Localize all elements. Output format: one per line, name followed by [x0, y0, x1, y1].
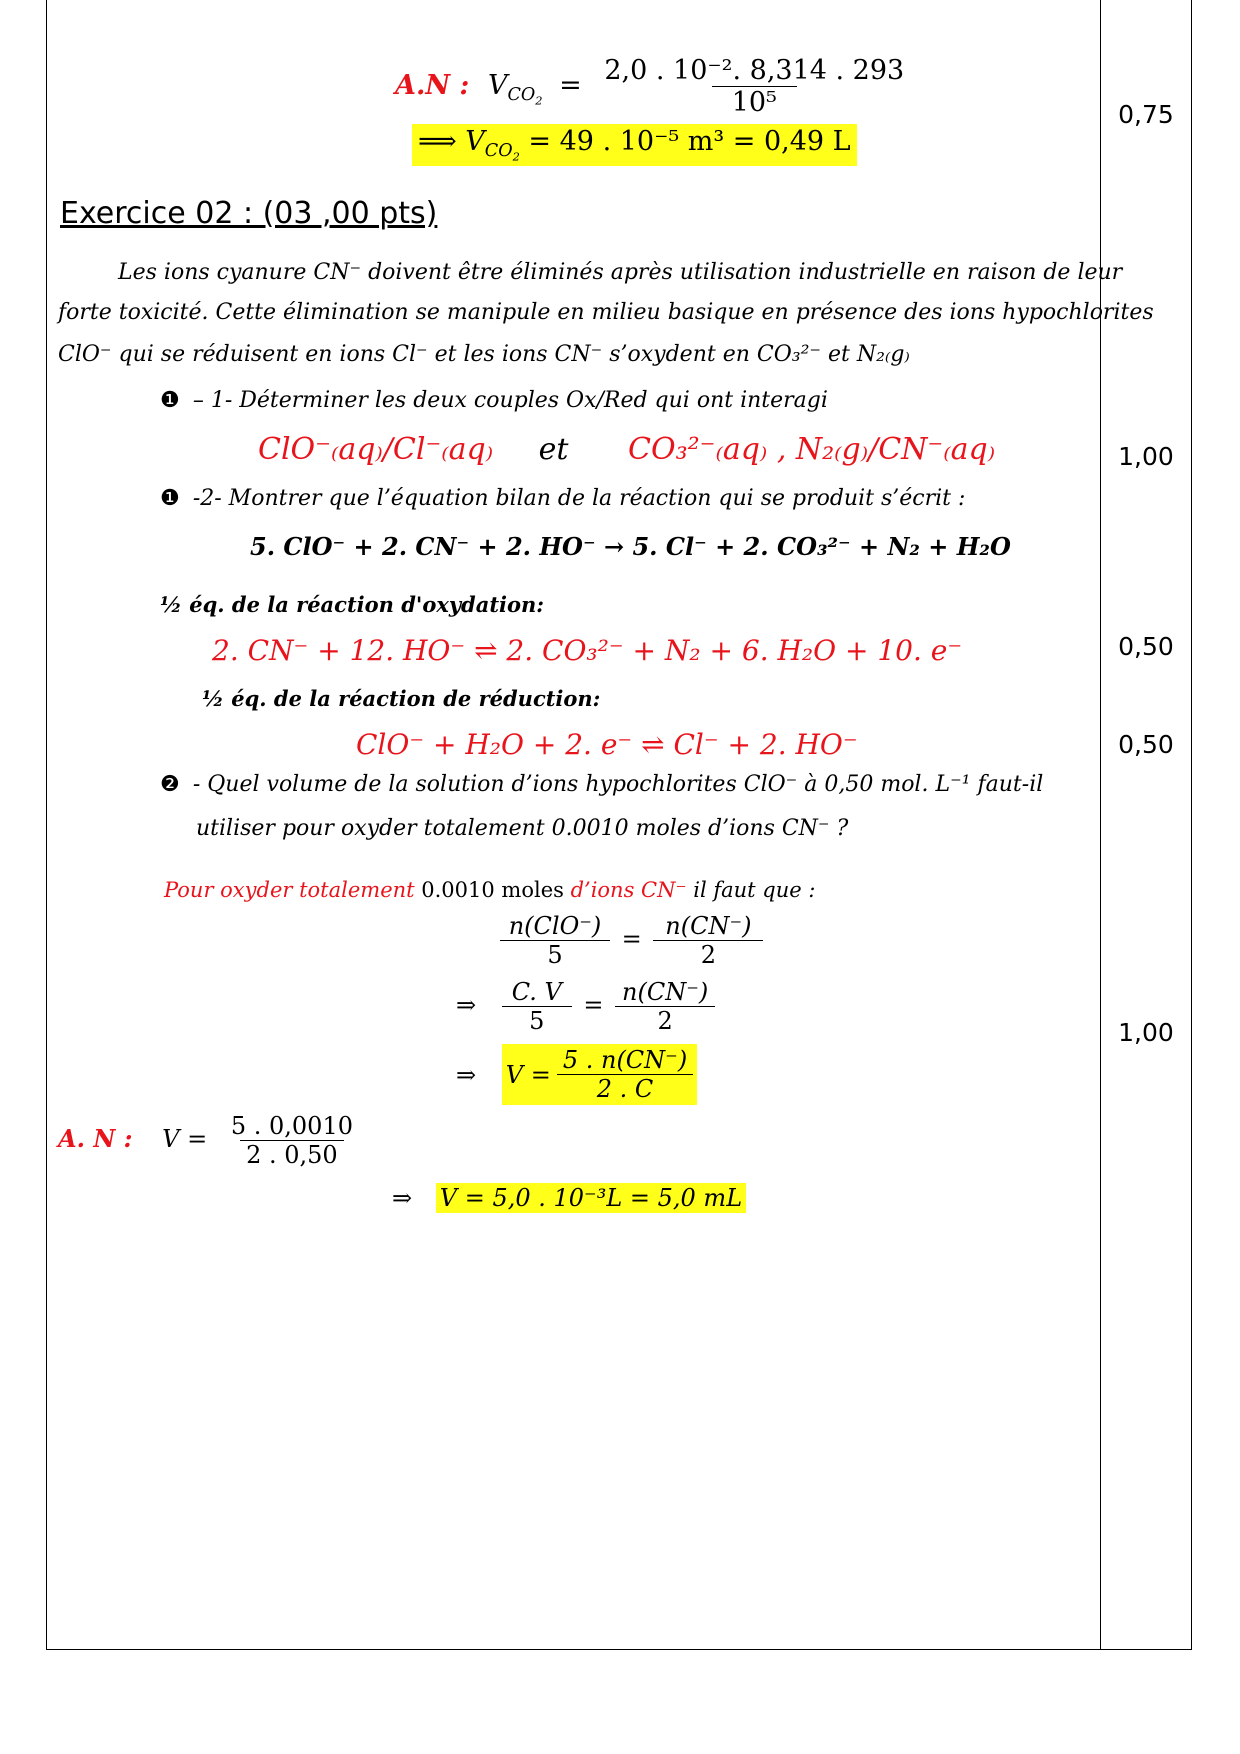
- eq1-n1: n(ClO⁻): [508, 912, 602, 940]
- vco2-sub: CO: [507, 85, 536, 106]
- score-half-ox: 0,50: [1118, 632, 1174, 661]
- eq3-highlight: [502, 1044, 697, 1105]
- vco2-result-lhs: ⟹ V: [418, 126, 485, 157]
- answer-intro: [164, 878, 815, 902]
- score-vco2: 0,75: [1118, 100, 1174, 129]
- half-ox-equation: 2. CN⁻ + 12. HO⁻ ⇌ 2. CO₃²⁻ + N₂ + 6. H₂O + 10. e⁻: [212, 634, 963, 667]
- eq3-num: 5 . n(CN⁻): [562, 1046, 688, 1074]
- eq1-equals: =: [621, 925, 642, 953]
- q1-answer-et: et: [538, 432, 569, 467]
- question-2: [160, 486, 965, 511]
- question-1: [160, 388, 828, 413]
- answer-intro-black: 0.0010 moles: [414, 878, 571, 902]
- half-red-label: ½ éq. de la réaction de réduction:: [202, 686, 601, 711]
- q1-answer-couple-2: CO₃²⁻₍aq₎ , N₂₍g₎/CN⁻₍aq₎: [628, 432, 996, 467]
- ratio-equation-3: [456, 1044, 697, 1105]
- final-result: V = 5,0 . 10⁻³L = 5,0 mL: [436, 1183, 746, 1213]
- exercise-title: Exercice 02 : (03 ,00 pts): [60, 196, 438, 231]
- eq1-d2: 2: [653, 940, 763, 969]
- half-red-equation: ClO⁻ + H₂O + 2. e⁻ ⇌ Cl⁻ + 2. HO⁻: [356, 728, 858, 761]
- half-ox-label: ½ éq. de la réaction d'oxydation:: [160, 592, 545, 617]
- q3-text-1: - Quel volume de la solution d’ions hypochlorites ClO⁻ à 0,50 mol. L⁻¹ faut-il: [192, 772, 1044, 797]
- q1-bullet-icon: ❶: [160, 388, 180, 413]
- q3-text-2: utiliser pour oxyder totalement 0.0010 moles d’ions CN⁻ ?: [196, 816, 849, 841]
- an2-lhs: V =: [162, 1125, 208, 1153]
- score-column-separator: [1100, 0, 1101, 1650]
- implies-arrow-3: ⇒: [392, 1184, 413, 1212]
- score-q1: 1,00: [1118, 442, 1174, 471]
- an-formula-v: [58, 1112, 359, 1169]
- question-3: [160, 772, 1043, 797]
- ratio-equation-1: [500, 912, 763, 969]
- intro-line-1: Les ions cyanure CN⁻ doivent être éliminés après utilisation industrielle en raison de leur: [118, 260, 1123, 285]
- an-formula-vco2: A.N : $V_{CO_2}$ = $\frac{\text{2,0 . 10⁻². 8,314 . 293}}{\text{10⁵}}$: [395, 55, 910, 118]
- bilan-equation: 5. ClO⁻ + 2. CN⁻ + 2. HO⁻ → 5. Cl⁻ + 2. CO₃²⁻ + N₂ + H₂O: [250, 532, 1011, 561]
- implies-arrow-1: ⇒: [456, 991, 477, 1019]
- eq2-d2: 2: [615, 1006, 715, 1035]
- q1-text: – 1- Déterminer les deux couples Ox/Red qui ont interagi: [192, 388, 828, 413]
- an-label: A.N :: [395, 70, 470, 101]
- eq1-n2: n(CN⁻): [665, 912, 752, 940]
- eq3-lhs: V =: [505, 1060, 551, 1089]
- vco2-result-rhs: = 49 . 10⁻⁵ m³ = 0,49 L: [519, 126, 851, 157]
- eq2-n1: C. V: [511, 978, 562, 1006]
- implies-arrow-2: ⇒: [456, 1060, 477, 1089]
- score-half-red: 0,50: [1118, 730, 1174, 759]
- score-q3: 1,00: [1118, 1018, 1174, 1047]
- intro-line-3: ClO⁻ qui se réduisent en ions Cl⁻ et les ions CN⁻ s’oxydent en CO₃²⁻ et N₂₍g₎: [58, 342, 910, 367]
- eq2-d1: 5: [502, 1006, 572, 1035]
- q3-bullet-icon: ❷: [160, 772, 180, 797]
- eq1-d1: 5: [500, 940, 610, 969]
- vco2-fraction: [598, 55, 910, 118]
- vco2-result: ⟹ $V_{CO_2} = 49$ . 10⁻⁵ m³ = 0,49 L: [412, 124, 857, 166]
- q1-answer-couple-1: ClO⁻₍aq₎/Cl⁻₍aq₎: [258, 432, 494, 467]
- intro-line-2: forte toxicité. Cette élimination se manipule en milieu basique en présence des ions hypochlorites: [58, 300, 1154, 325]
- q1-answer: [258, 432, 995, 467]
- q2-text: -2- Montrer que l’équation bilan de la réaction qui se produit s’écrit :: [192, 486, 966, 511]
- an2-den: 2 . 0,50: [240, 1140, 344, 1169]
- eq2-n2: n(CN⁻): [622, 978, 709, 1006]
- vco2-num: 2,0 . 10⁻². 8,314 . 293: [604, 55, 905, 86]
- ratio-equation-2: [456, 978, 715, 1035]
- answer-intro-red-2: d’ions CN⁻: [570, 878, 687, 902]
- vco2-lhs: V: [488, 70, 508, 101]
- eq3-den: 2 . C: [557, 1074, 693, 1103]
- final-result-line: [392, 1184, 746, 1212]
- answer-intro-red-1: Pour oxyder totalement: [164, 878, 415, 902]
- eq2-equals: =: [583, 991, 604, 1019]
- an2-num: 5 . 0,0010: [230, 1112, 353, 1140]
- q2-bullet-icon: ❶: [160, 486, 180, 511]
- answer-intro-end: il faut que :: [686, 878, 816, 902]
- vco2-den: 10⁵: [712, 86, 797, 118]
- vco2-sub2: 2: [535, 93, 543, 108]
- an2-label: A. N :: [58, 1124, 133, 1153]
